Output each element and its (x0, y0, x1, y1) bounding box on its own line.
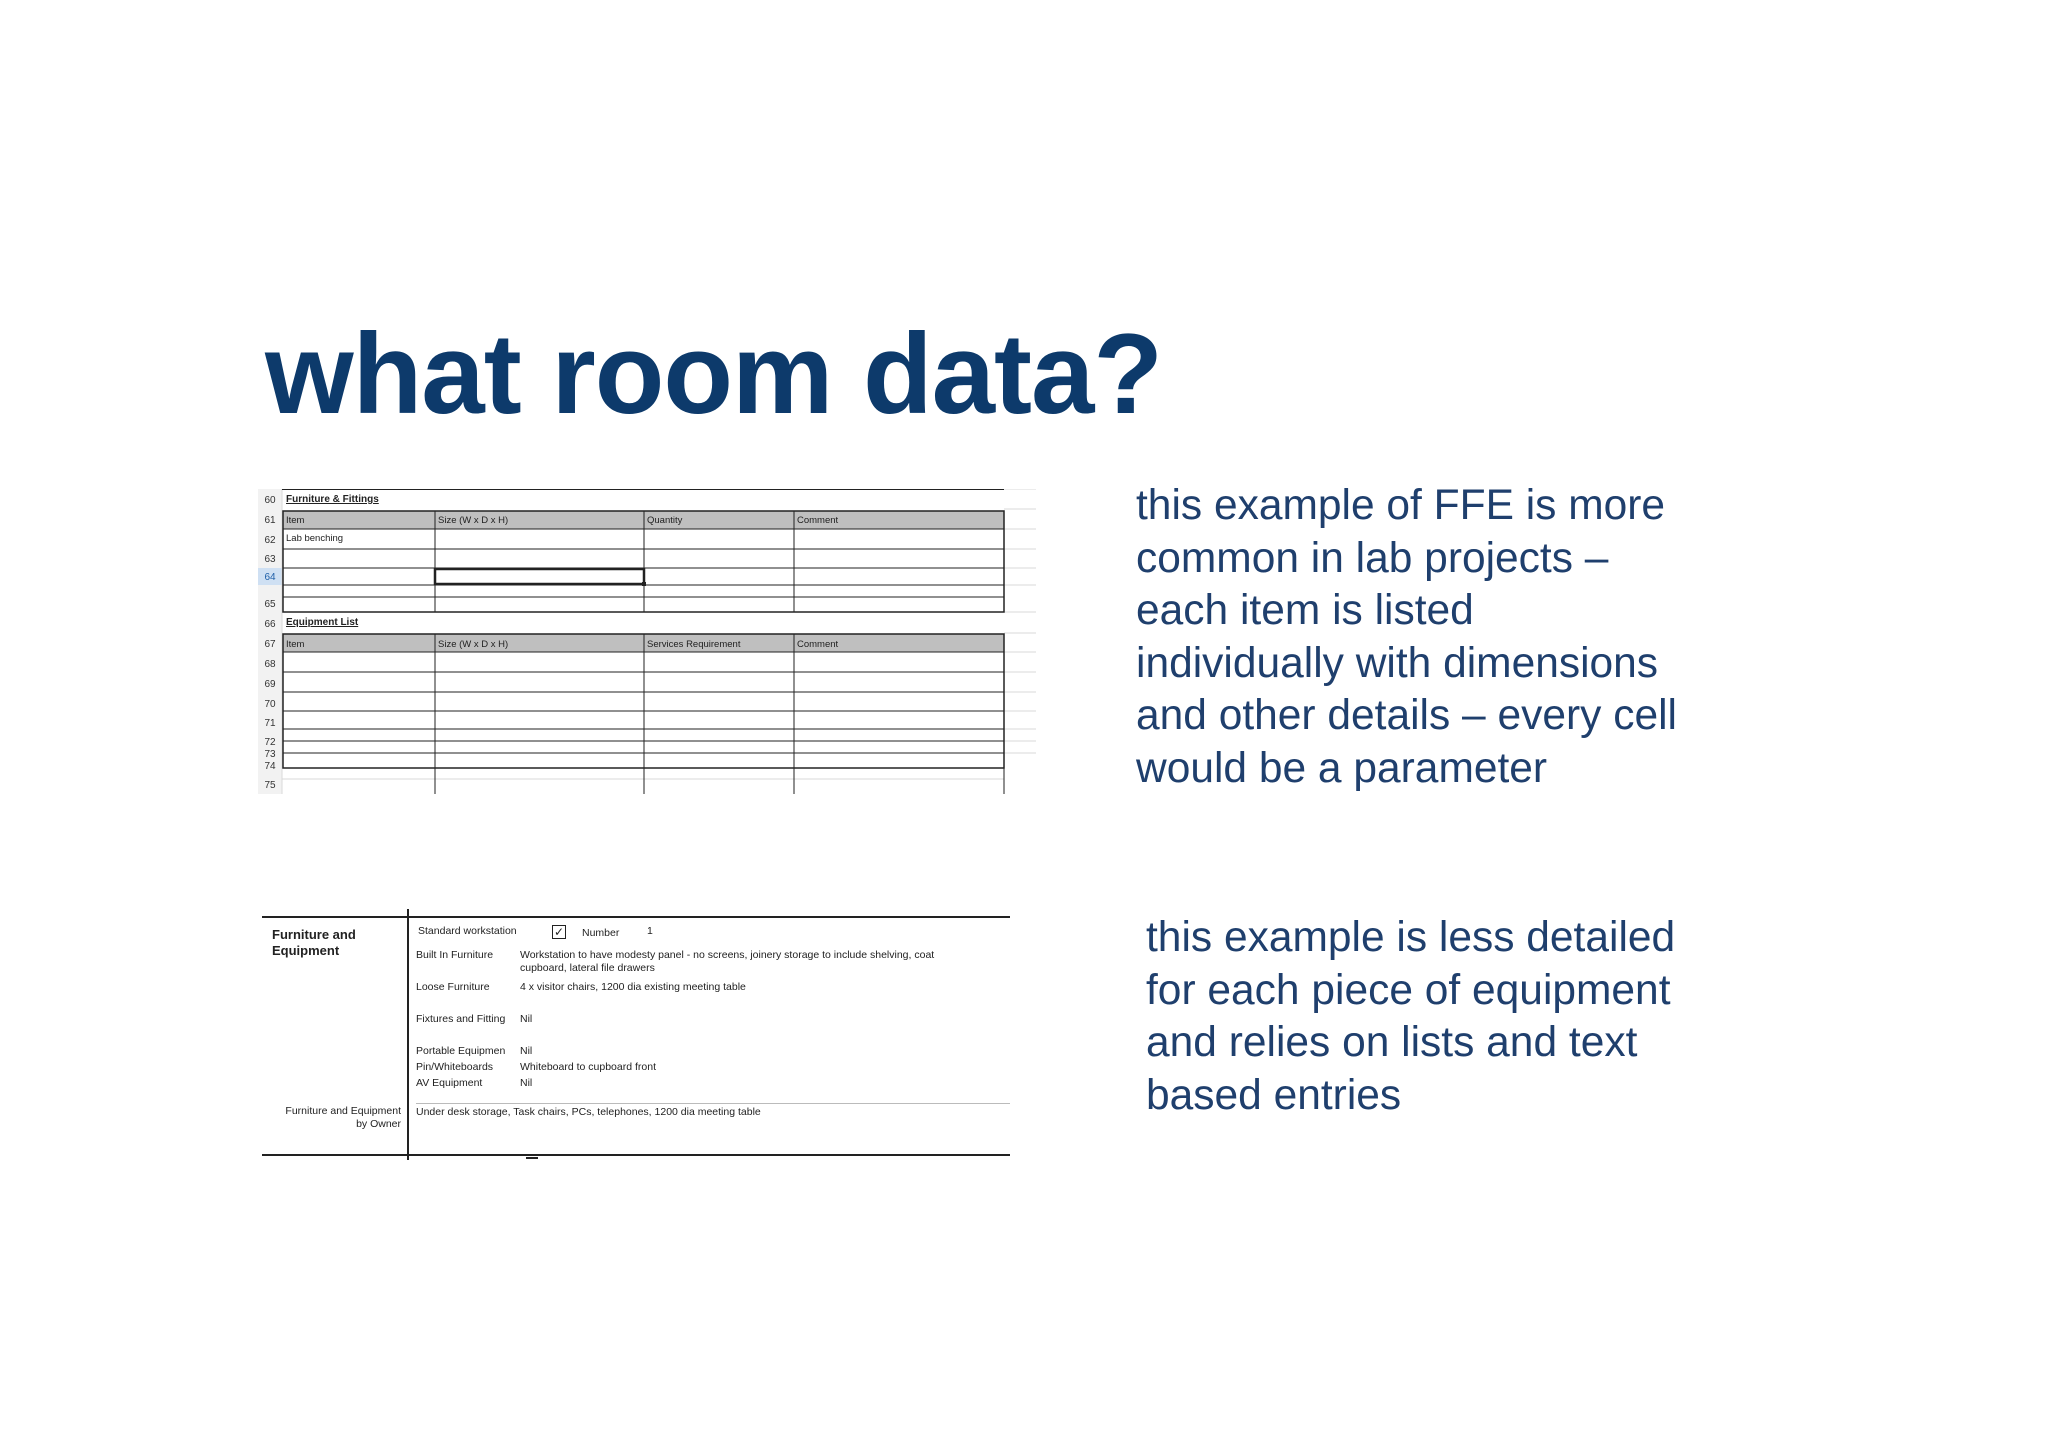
row-number: 65 (264, 599, 276, 610)
section-label: Furniture and (272, 927, 356, 942)
number-label: Number (582, 927, 620, 939)
divider (262, 1154, 1010, 1156)
text-line: based entries (1146, 1071, 1402, 1119)
entry-value: 4 x visitor chairs, 1200 dia existing meeting table (520, 981, 746, 993)
column-header: Item (286, 515, 305, 526)
owner-label: Furniture and Equipment (285, 1105, 401, 1117)
row-number: 71 (264, 718, 276, 729)
column-header: Item (286, 639, 305, 650)
row-number: 69 (264, 679, 276, 690)
row-number: 70 (264, 699, 276, 710)
workstation-checkbox[interactable]: ✓ (553, 925, 565, 939)
slide-title: what room data? (265, 311, 1163, 438)
row-number: 73 (264, 749, 276, 760)
row-number: 67 (264, 639, 276, 650)
section-title-furniture: Furniture & Fittings (286, 494, 379, 505)
entry-label: Loose Furniture (416, 981, 490, 993)
row-number: 72 (264, 737, 276, 748)
entry-label: Portable Equipmen (416, 1045, 506, 1057)
table-cell: Lab benching (286, 533, 344, 544)
text-line: for each piece of equipment (1146, 966, 1671, 1014)
divider (407, 909, 409, 1160)
row-number: 68 (264, 659, 276, 670)
owner-label: by Owner (356, 1118, 401, 1130)
section-label: Equipment (272, 943, 340, 958)
row-number: 74 (264, 761, 276, 772)
entry-value: Workstation to have modesty panel - no screens, joinery storage to include shelving, coat (520, 949, 935, 961)
entry-value: Nil (520, 1077, 533, 1089)
row-number-selected: 64 (264, 572, 276, 583)
row-number: 62 (264, 535, 276, 546)
furniture-equipment-form (262, 903, 1014, 1158)
text-line: this example of FFE is more (1136, 482, 1666, 529)
column-header: Services Requirement (647, 639, 741, 650)
entry-value: Nil (520, 1013, 533, 1025)
row-number: 66 (264, 619, 276, 630)
entry-value: Nil (520, 1045, 533, 1057)
row-number: 60 (264, 495, 276, 506)
column-header: Comment (797, 639, 839, 650)
row-number: 61 (264, 515, 276, 526)
ffe-description-text (1136, 480, 1677, 795)
text-line: individually with dimensions (1136, 639, 1659, 687)
form-description-text (1146, 912, 1675, 1122)
number-value: 1 (647, 925, 653, 937)
row-number: 75 (264, 780, 276, 791)
row-number: 63 (264, 554, 276, 565)
column-header: Size (W x D x H) (438, 639, 509, 650)
text-line: would be a parameter (1136, 744, 1548, 792)
entry-label: Pin/Whiteboards (416, 1061, 494, 1073)
divider (416, 1103, 1010, 1104)
text-line: and other details – every cell (1136, 692, 1678, 739)
entry-label: AV Equipment (416, 1077, 483, 1089)
text-line: and relies on lists and text (1146, 1019, 1638, 1066)
column-header: Size (W x D x H) (438, 515, 509, 526)
ffe-spreadsheet (258, 489, 1036, 794)
owner-value: Under desk storage, Task chairs, PCs, telephones, 1200 dia meeting table (416, 1106, 761, 1118)
section-title-equipment: Equipment List (286, 617, 359, 628)
divider (526, 1157, 538, 1159)
divider (262, 916, 1010, 918)
column-header: Comment (797, 515, 839, 526)
text-line: this example is less detailed (1146, 914, 1676, 961)
text-line: common in lab projects – (1136, 534, 1609, 582)
entry-value: cupboard, lateral file drawers (520, 962, 655, 974)
text-line: each item is listed (1136, 587, 1474, 634)
entry-label: Fixtures and Fitting (416, 1013, 506, 1025)
entry-label: Built In Furniture (416, 949, 494, 961)
standard-workstation-label: Standard workstation (418, 925, 517, 937)
column-header: Quantity (647, 515, 683, 526)
entry-value: Whiteboard to cupboard front (520, 1061, 656, 1073)
